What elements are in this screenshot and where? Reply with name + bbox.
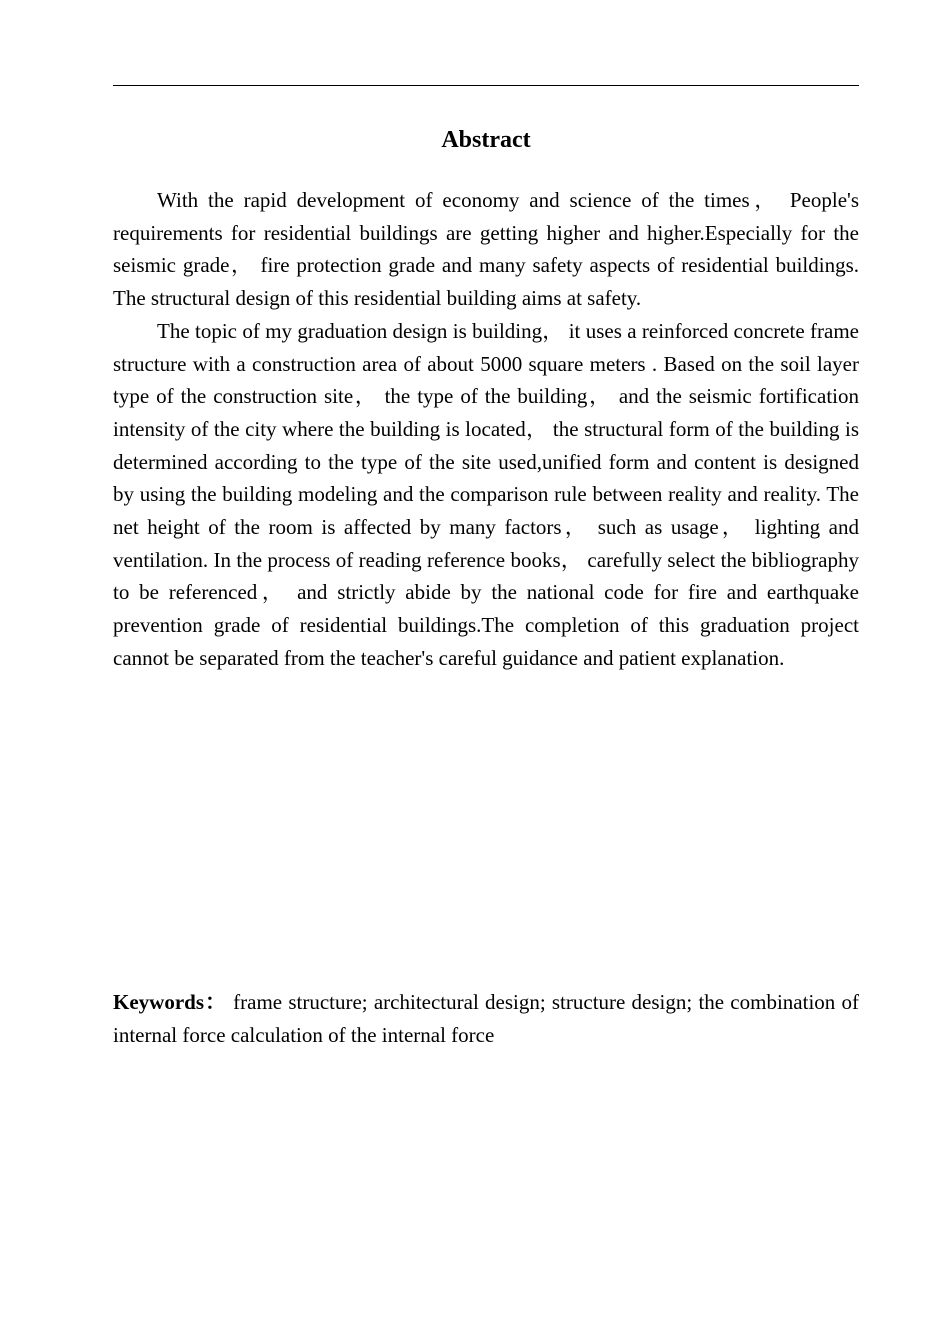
keywords-label: Keywords：: [113, 990, 227, 1014]
keywords-text: frame structure; architectural design; structure design; the combination of internal force calculation of the internal force: [113, 990, 859, 1047]
abstract-body: [113, 184, 859, 675]
keywords-section: [113, 986, 859, 1051]
abstract-paragraph-2: The topic of my graduation design is building， it uses a reinforced concrete frame structure with a construction area of about 5000 square meters . Based on the soil layer type of the construction site， the type of the building， and the seismic fortification intensity of the city where the building is located， the structural form of the building is determined according to the type of the site used,unified form and content is designed by using the building modeling and the comparison rule between reality and reality. The net height of the room is affected by many factors， such as usage， lighting and ventilation. In the process of reading reference books， carefully select the bibliography to be referenced， and strictly abide by the national code for fire and earthquake prevention grade of residential buildings.The completion of this graduation project cannot be separated from the teacher's careful guidance and patient explanation.: [113, 318, 859, 670]
abstract-title: Abstract: [441, 127, 531, 153]
abstract-paragraph-1: With the rapid development of economy and science of the times， People's requirements for residential buildings are getting higher and higher.Especially for the seismic grade， fire protection grade and many safety aspects of residential buildings. The structural design of this residential building aims at safety.: [113, 188, 859, 311]
header-rule: [113, 85, 859, 86]
